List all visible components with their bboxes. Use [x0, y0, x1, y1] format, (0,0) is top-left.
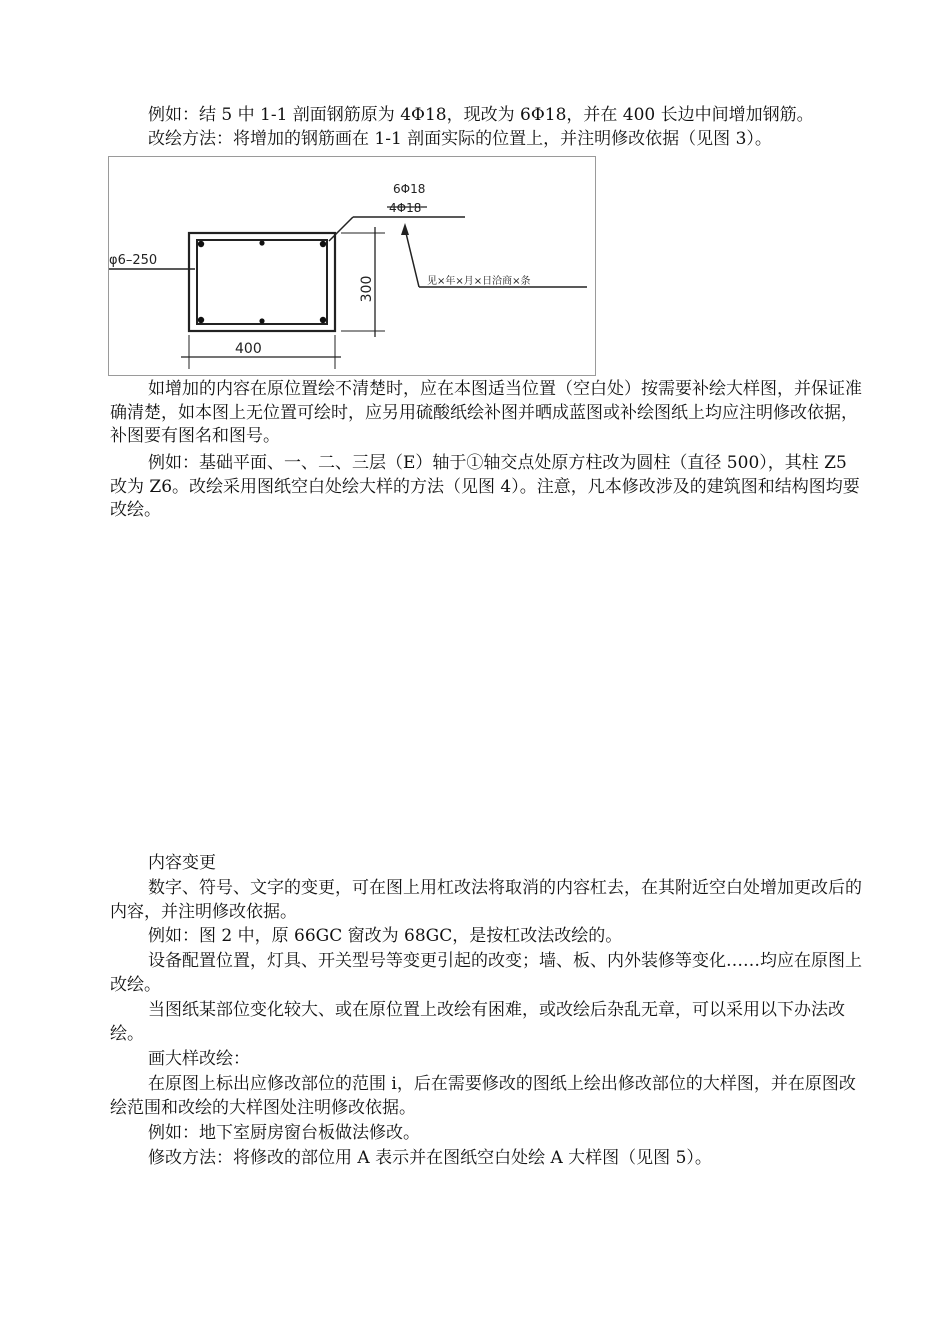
heading-content-change: 内容变更: [148, 853, 216, 873]
paragraph-revision-method: 改绘方法：将增加的钢筋画在 1-1 剖面实际的位置上，并注明修改依据（见图 3）。: [148, 129, 772, 149]
paragraph-window-example: 例如：图 2 中，原 66GC 窗改为 68GC，是按杠改法改绘的。: [148, 926, 623, 946]
paragraph-mark-range: 在原图上标出应修改部位的范围 i，后在需要修改的图纸上绘出修改部位的大样图，并在原图改绘范围和改绘的大样图处注明修改依据。: [110, 1074, 856, 1118]
stirrup-outline: [197, 240, 327, 324]
paragraph-strike-method: 数字、符号、文字的变更，可在图上用杠改法将取消的内容杠去，在其附近空白处增加更改后的内容，并注明修改依据。: [110, 878, 862, 922]
paragraph-kitchen-example: 例如：地下室厨房窗台板做法修改。: [148, 1123, 420, 1143]
rebar-dots: [198, 240, 326, 323]
height-label: 300: [359, 275, 375, 303]
paragraph-large-change: 当图纸某部位变化较大、或在原位置上改绘有困难，或改绘后杂乱无章，可以采用以下办法改绘。: [110, 1000, 845, 1044]
bars-leader: [329, 217, 353, 241]
heading-detail-revision: 画大样改绘：: [148, 1049, 250, 1069]
rebar-section-drawing: [109, 157, 597, 377]
new-bars-label: 6Φ18: [393, 182, 426, 196]
paragraph-column-example: 例如：基础平面、一、二、三层（E）轴于①轴交点处原方柱改为圆柱（直径 500），其柱 Z5 改为 Z6。改绘采用图纸空白处绘大样的方法（见图 4）。注意，凡本修改涉及的建筑图和结构图均要改绘。: [110, 453, 860, 520]
note-leader-arrow: [401, 223, 409, 235]
note-leader: [405, 229, 419, 287]
figure-rebar-section: [108, 156, 596, 376]
old-bars-label: 4Φ18: [389, 201, 422, 215]
paragraph-supplement-detail: 如增加的内容在原位置绘不清楚时，应在本图适当位置（空白处）按需要补绘大样图，并保证准确清楚，如本图上无位置可绘时，应另用硫酸纸绘补图并晒成蓝图或补绘图纸上均应注明修改依据，补图要有图名和图号。: [110, 379, 862, 446]
stirrup-label: φ6–250: [109, 253, 158, 268]
revision-note-label: 见×年×月×日洽商×条: [427, 276, 531, 287]
paragraph-example-section: 例如：结 5 中 1-1 剖面钢筋原为 4Φ18，现改为 6Φ18，并在 400 长边中间增加钢筋。: [148, 105, 814, 125]
paragraph-equipment-change: 设备配置位置，灯具、开关型号等变更引起的改变；墙、板、内外装修等变化……均应在原图上改绘。: [110, 951, 862, 995]
width-label: 400: [235, 341, 262, 357]
paragraph-detail-a-method: 修改方法：将修改的部位用 A 表示并在图纸空白处绘 A 大样图（见图 5）。: [148, 1148, 712, 1168]
section-outline: [189, 233, 335, 331]
